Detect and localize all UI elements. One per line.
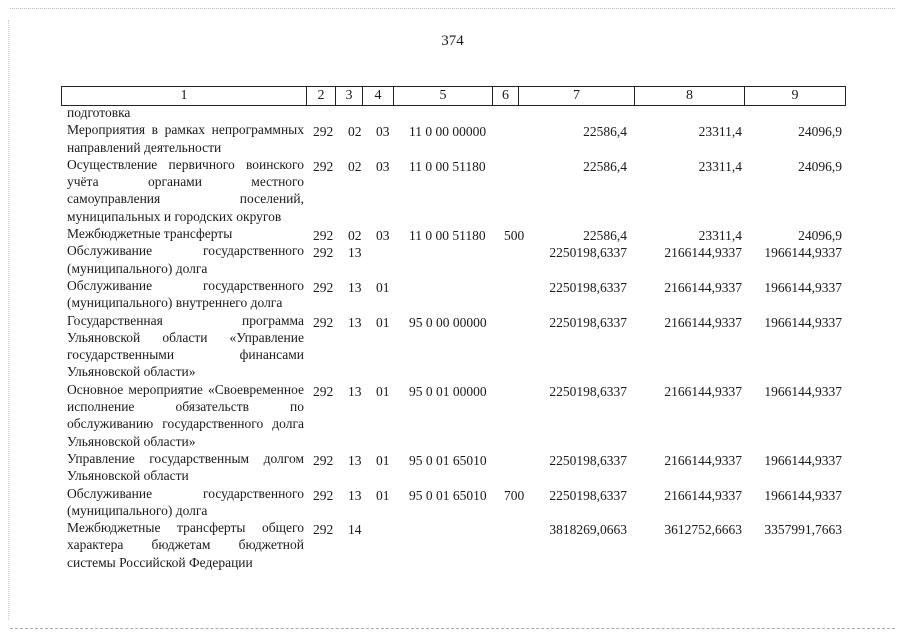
row-code-target: 95 0 01 65010 [409, 487, 487, 503]
header-col-6: 6 [493, 87, 519, 105]
row-amount-3: 24096,9 [798, 124, 842, 140]
row-name: подготовка [67, 105, 131, 120]
row-code-subsection: 03 [376, 228, 390, 244]
row-amount-3: 1966144,9337 [764, 245, 842, 261]
row-code-subsection: 01 [376, 383, 390, 399]
row-code-ministry: 292 [313, 452, 334, 468]
header-col-5: 5 [394, 87, 493, 105]
row-code-expense: 500 [504, 228, 525, 244]
row-code-subsection: 01 [376, 314, 390, 330]
table-body [0, 104, 905, 571]
row-code-section: 13 [348, 383, 362, 399]
row-amount-3: 24096,9 [798, 228, 842, 244]
row-amount-3: 1966144,9337 [764, 314, 842, 330]
row-name: Осуществление первичного воинского учёта органами местного самоуправления поселений, муниципальных и городских округов [67, 156, 304, 224]
row-name: Государственная программа Ульяновской области «Управление государственными финансами Ульяновской области» [67, 312, 304, 380]
row-amount-1: 22586,4 [583, 124, 627, 140]
scan-edge-bottom [10, 628, 895, 630]
row-amount-2: 2166144,9337 [664, 452, 742, 468]
row-amount-2: 2166144,9337 [664, 279, 742, 295]
page-number: 374 [441, 33, 464, 49]
row-amount-3: 3357991,7663 [764, 522, 842, 538]
row-code-ministry: 292 [313, 522, 334, 538]
row-code-target: 11 0 00 51180 [409, 158, 486, 174]
row-code-section: 02 [348, 124, 362, 140]
row-amount-3: 1966144,9337 [764, 279, 842, 295]
header-col-9: 9 [791, 88, 799, 103]
row-code-ministry: 292 [313, 314, 334, 330]
row-code-ministry: 292 [313, 383, 334, 399]
row-code-ministry: 292 [313, 228, 334, 244]
row-amount-1: 2250198,6337 [549, 245, 627, 261]
row-amount-1: 2250198,6337 [549, 314, 627, 330]
row-code-target: 95 0 01 00000 [409, 383, 487, 399]
row-code-subsection: 01 [376, 487, 390, 503]
row-amount-3: 1966144,9337 [764, 383, 842, 399]
table-header [61, 86, 846, 106]
table-row [0, 104, 905, 121]
table-row [0, 225, 905, 242]
row-code-ministry: 292 [313, 124, 334, 140]
row-name: Межбюджетные трансферты [67, 226, 233, 242]
row-code-ministry: 292 [313, 245, 334, 261]
row-code-subsection: 03 [376, 158, 390, 174]
row-amount-2: 2166144,9337 [664, 245, 742, 261]
row-amount-1: 3818269,0663 [549, 522, 627, 538]
row-code-section: 13 [348, 245, 362, 261]
row-code-target: 95 0 00 00000 [409, 314, 487, 330]
row-code-section: 13 [348, 279, 362, 295]
row-code-ministry: 292 [313, 279, 334, 295]
row-code-subsection: 01 [376, 279, 390, 295]
row-amount-1: 2250198,6337 [549, 383, 627, 399]
row-name: Обслуживание государственного (муниципального) внутреннего долга [67, 277, 304, 311]
row-name: Обслуживание государственного (муниципального) долга [67, 485, 304, 518]
row-code-target: 95 0 01 65010 [409, 452, 487, 468]
table-row [0, 450, 905, 485]
row-amount-2: 3612752,6663 [664, 522, 742, 538]
row-amount-1: 2250198,6337 [549, 279, 627, 295]
header-col-8: 8 [635, 87, 745, 105]
row-amount-2: 23311,4 [698, 158, 742, 174]
row-amount-3: 1966144,9337 [764, 487, 842, 503]
row-name: Управление государственным долгом Ульяновской области [67, 450, 304, 484]
table-row [0, 277, 905, 312]
row-code-target: 11 0 00 00000 [409, 124, 487, 140]
row-name: Основное мероприятие «Своевременное исполнение обязательств по обслуживанию государственного долга Ульяновской области» [67, 381, 304, 449]
table-row [0, 485, 905, 520]
row-amount-1: 2250198,6337 [549, 452, 627, 468]
header-col-7: 7 [519, 87, 635, 105]
table-row [0, 312, 905, 381]
row-amount-1: 2250198,6337 [549, 487, 627, 503]
row-amount-2: 23311,4 [698, 124, 742, 140]
row-amount-3: 1966144,9337 [764, 452, 842, 468]
row-code-ministry: 292 [313, 158, 334, 174]
row-code-subsection: 01 [376, 452, 390, 468]
table-row [0, 121, 905, 156]
row-amount-3: 24096,9 [798, 158, 842, 174]
row-code-section: 13 [348, 487, 362, 503]
row-code-section: 13 [348, 452, 362, 468]
table-row [0, 519, 905, 571]
row-name: Обслуживание государственного (муниципального) долга [67, 243, 304, 276]
row-amount-2: 2166144,9337 [664, 487, 742, 503]
table-row [0, 242, 905, 277]
row-code-expense: 700 [504, 487, 525, 503]
row-name: Мероприятия в рамках непрограммных направлений деятельности [67, 122, 304, 155]
row-amount-2: 23311,4 [698, 228, 742, 244]
row-code-section: 13 [348, 314, 362, 330]
scan-edge-top [10, 8, 895, 10]
table-row [0, 381, 905, 450]
row-code-subsection: 03 [376, 124, 390, 140]
row-amount-1: 22586,4 [583, 158, 627, 174]
header-col-2: 2 [307, 87, 336, 105]
header-col-1: 1 [62, 87, 307, 105]
row-code-section: 02 [348, 228, 362, 244]
row-code-ministry: 292 [313, 487, 334, 503]
row-code-section: 02 [348, 158, 362, 174]
row-code-section: 14 [348, 522, 362, 538]
header-col-3: 3 [336, 87, 363, 105]
row-name: Межбюджетные трансферты общего характера бюджетам бюджетной системы Российской Федерации [67, 520, 304, 570]
row-amount-2: 2166144,9337 [664, 314, 742, 330]
row-amount-1: 22586,4 [583, 228, 627, 244]
table-row [0, 156, 905, 225]
row-code-target: 11 0 00 51180 [409, 228, 486, 244]
row-amount-2: 2166144,9337 [664, 383, 742, 399]
header-col-4: 4 [363, 87, 394, 105]
